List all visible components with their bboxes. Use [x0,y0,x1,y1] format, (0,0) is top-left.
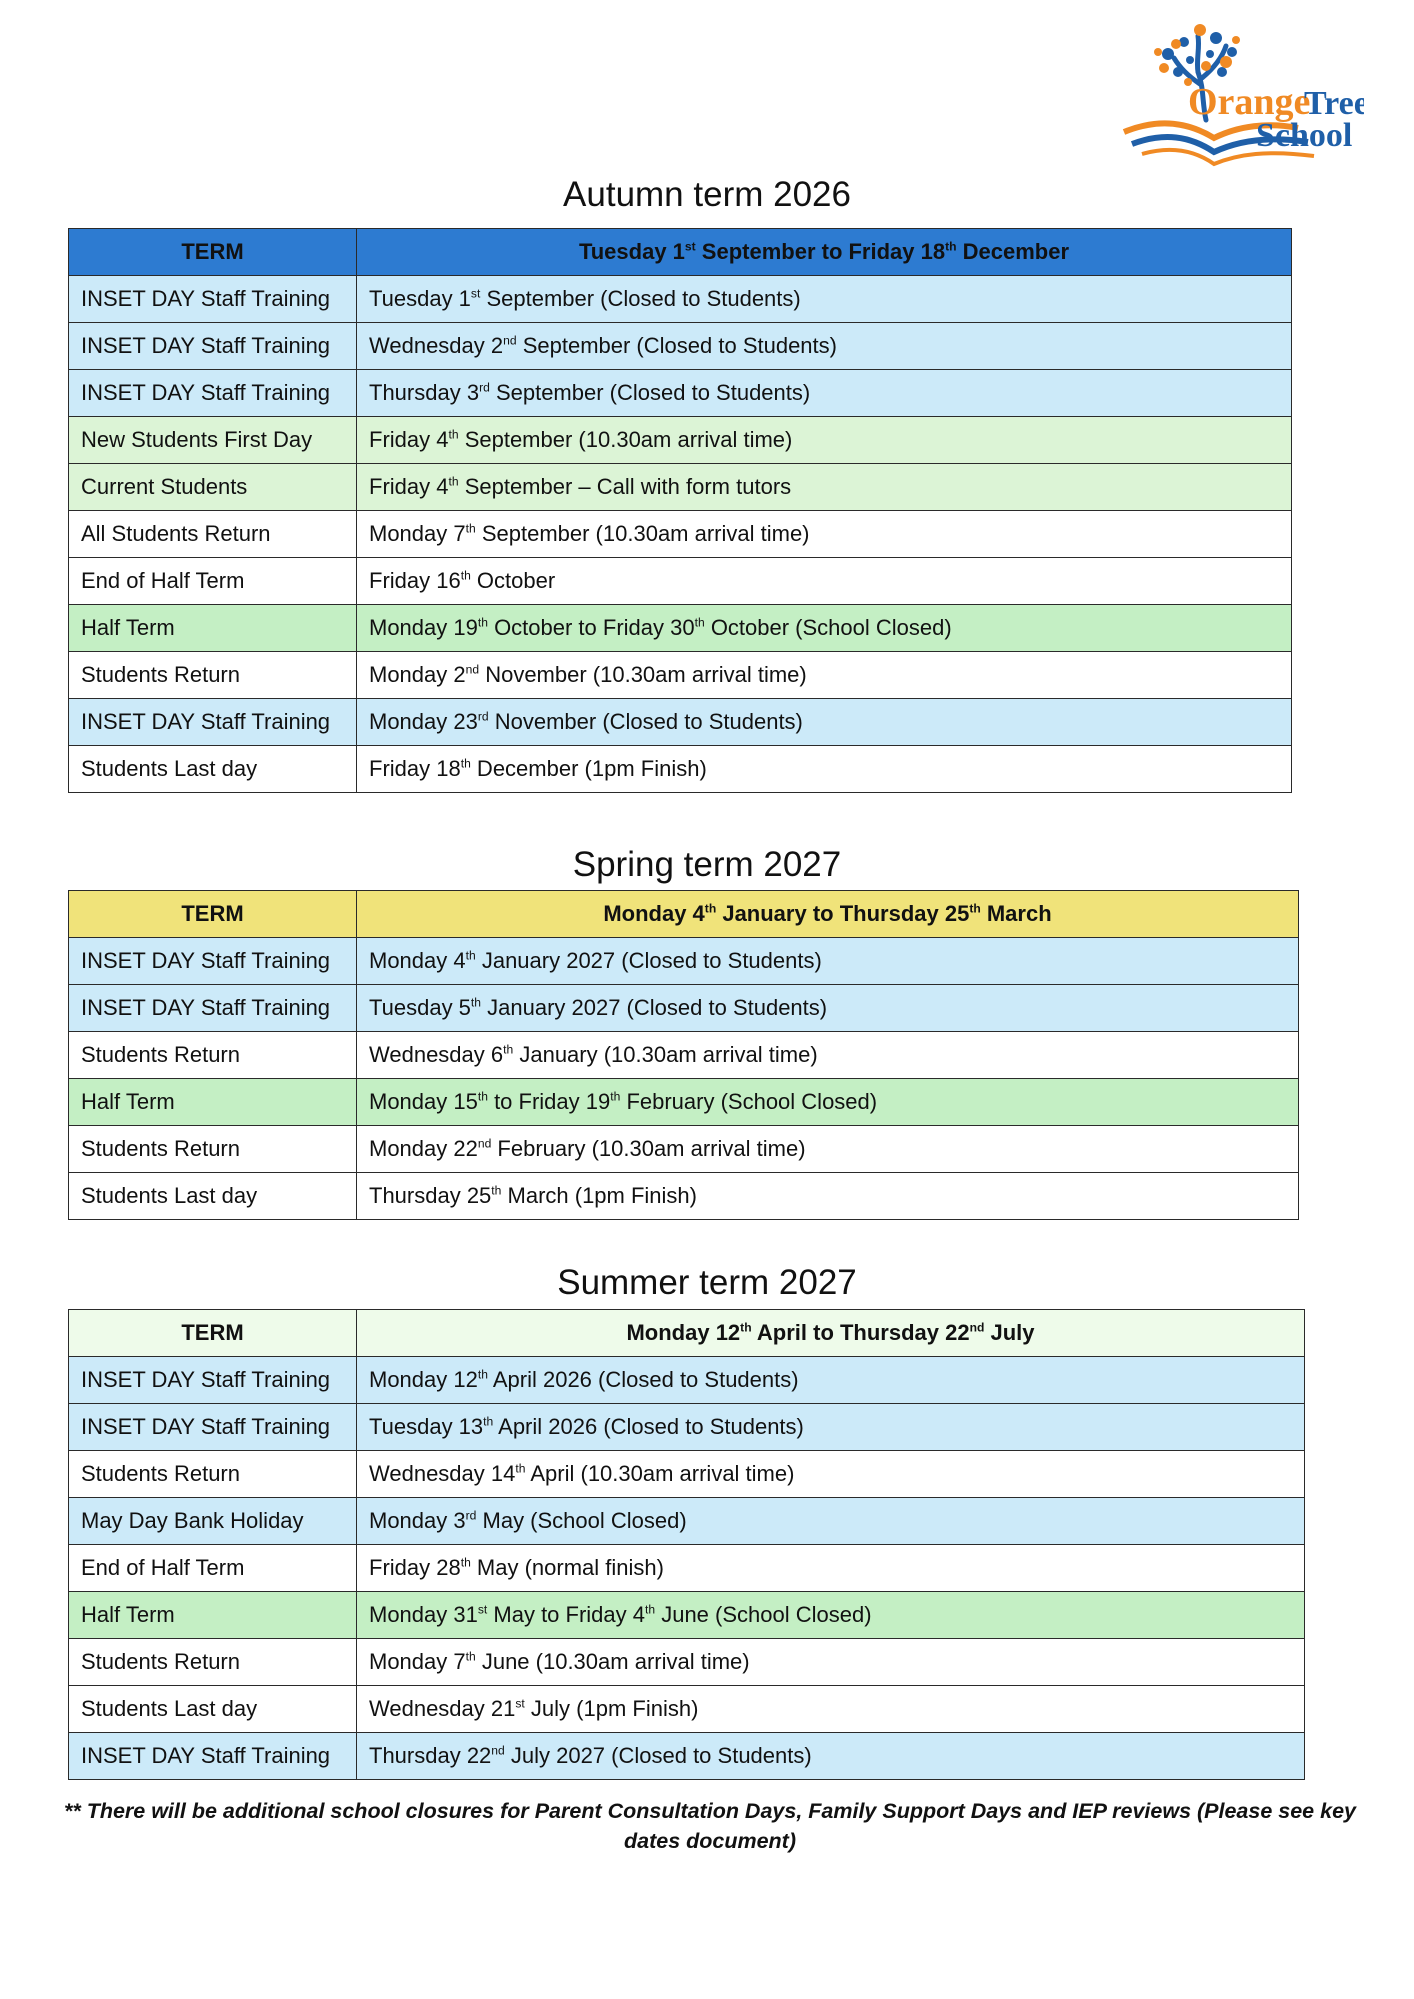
table-row [69,417,1292,464]
row-date: Monday 23rd November (Closed to Students) [357,699,1292,746]
row-label: Students Return [69,1126,357,1173]
row-label: Students Return [69,1639,357,1686]
row-label: Students Return [69,1032,357,1079]
header-date-range: Tuesday 1st September to Friday 18th December [357,229,1292,276]
row-date: Thursday 22nd July 2027 (Closed to Students) [357,1733,1305,1780]
table-row [69,1545,1305,1592]
orange-tree-logo-icon [1118,22,1364,172]
row-label: INSET DAY Staff Training [69,1404,357,1451]
row-date: Monday 2nd November (10.30am arrival time) [357,652,1292,699]
row-label: Current Students [69,464,357,511]
row-date: Monday 12th April 2026 (Closed to Students) [357,1357,1305,1404]
row-date: Wednesday 14th April (10.30am arrival time) [357,1451,1305,1498]
row-date: Monday 4th January 2027 (Closed to Students) [357,938,1299,985]
row-label: Students Return [69,652,357,699]
row-label: INSET DAY Staff Training [69,276,357,323]
table-row [69,605,1292,652]
table-row [69,276,1292,323]
header-term-label: TERM [69,229,357,276]
summer-term-title: Summer term 2027 [557,1263,857,1302]
table-row [69,323,1292,370]
row-date: Tuesday 1st September (Closed to Students) [357,276,1292,323]
table-row [69,1686,1305,1733]
row-date: Thursday 25th March (1pm Finish) [357,1173,1299,1220]
row-date: Tuesday 5th January 2027 (Closed to Students) [357,985,1299,1032]
header-term-label: TERM [69,891,357,938]
autumn-header-row [69,229,1292,276]
row-label: Students Last day [69,1173,357,1220]
school-logo [1118,22,1364,172]
row-label: Students Last day [69,746,357,793]
row-date: Monday 7th September (10.30am arrival time) [357,511,1292,558]
spring-term-title: Spring term 2027 [572,845,842,884]
logo-text-school: School [1256,117,1353,154]
row-label: INSET DAY Staff Training [69,938,357,985]
logo-text-orange: Orange [1188,81,1311,123]
table-row [69,464,1292,511]
table-row [69,1032,1299,1079]
row-date: Friday 16th October [357,558,1292,605]
table-row [69,1126,1299,1173]
table-row [69,699,1292,746]
footnote: ** There will be additional school closures for Parent Consultation Days, Family Support Days and IEP reviews (Please see key dates document) [63,1799,1356,1853]
row-label: All Students Return [69,511,357,558]
header-date-range: Monday 12th April to Thursday 22nd July [357,1310,1305,1357]
table-row [69,1173,1299,1220]
row-label: End of Half Term [69,558,357,605]
row-date: Friday 4th September (10.30am arrival time) [357,417,1292,464]
table-row [69,1079,1299,1126]
spring-header-row [69,891,1299,938]
row-label: INSET DAY Staff Training [69,1733,357,1780]
row-label: Half Term [69,605,357,652]
row-label: INSET DAY Staff Training [69,699,357,746]
table-row [69,652,1292,699]
row-date: Monday 22nd February (10.30am arrival time) [357,1126,1299,1173]
table-row [69,558,1292,605]
table-row [69,370,1292,417]
row-date: Wednesday 6th January (10.30am arrival time) [357,1032,1299,1079]
row-date: Friday 18th December (1pm Finish) [357,746,1292,793]
table-row [69,1451,1305,1498]
table-row [69,985,1299,1032]
table-row [69,1357,1305,1404]
row-label: INSET DAY Staff Training [69,1357,357,1404]
row-label: Half Term [69,1592,357,1639]
row-label: INSET DAY Staff Training [69,985,357,1032]
header-term-label: TERM [69,1310,357,1357]
row-label: New Students First Day [69,417,357,464]
spring-term-table [68,890,1299,1220]
table-row [69,1592,1305,1639]
row-date: Monday 7th June (10.30am arrival time) [357,1639,1305,1686]
row-date: Tuesday 13th April 2026 (Closed to Students) [357,1404,1305,1451]
autumn-term-table [68,228,1292,793]
row-label: Students Last day [69,1686,357,1733]
table-row [69,1404,1305,1451]
table-row [69,1639,1305,1686]
row-date: Thursday 3rd September (Closed to Students) [357,370,1292,417]
row-label: Half Term [69,1079,357,1126]
table-row [69,746,1292,793]
table-row [69,511,1292,558]
summer-term-table [68,1309,1305,1780]
logo-text-tree: Tree [1304,85,1364,122]
row-date: Monday 3rd May (School Closed) [357,1498,1305,1545]
autumn-term-title: Autumn term 2026 [563,175,851,214]
table-row [69,938,1299,985]
row-label: End of Half Term [69,1545,357,1592]
row-label: INSET DAY Staff Training [69,370,357,417]
row-date: Monday 19th October to Friday 30th October (School Closed) [357,605,1292,652]
summer-header-row [69,1310,1305,1357]
row-label: May Day Bank Holiday [69,1498,357,1545]
header-date-range: Monday 4th January to Thursday 25th March [357,891,1299,938]
table-row [69,1733,1305,1780]
row-date: Friday 28th May (normal finish) [357,1545,1305,1592]
row-date: Monday 15th to Friday 19th February (School Closed) [357,1079,1299,1126]
row-date: Friday 4th September – Call with form tutors [357,464,1292,511]
row-label: Students Return [69,1451,357,1498]
row-label: INSET DAY Staff Training [69,323,357,370]
table-row [69,1498,1305,1545]
row-date: Monday 31st May to Friday 4th June (School Closed) [357,1592,1305,1639]
row-date: Wednesday 21st July (1pm Finish) [357,1686,1305,1733]
row-date: Wednesday 2nd September (Closed to Students) [357,323,1292,370]
